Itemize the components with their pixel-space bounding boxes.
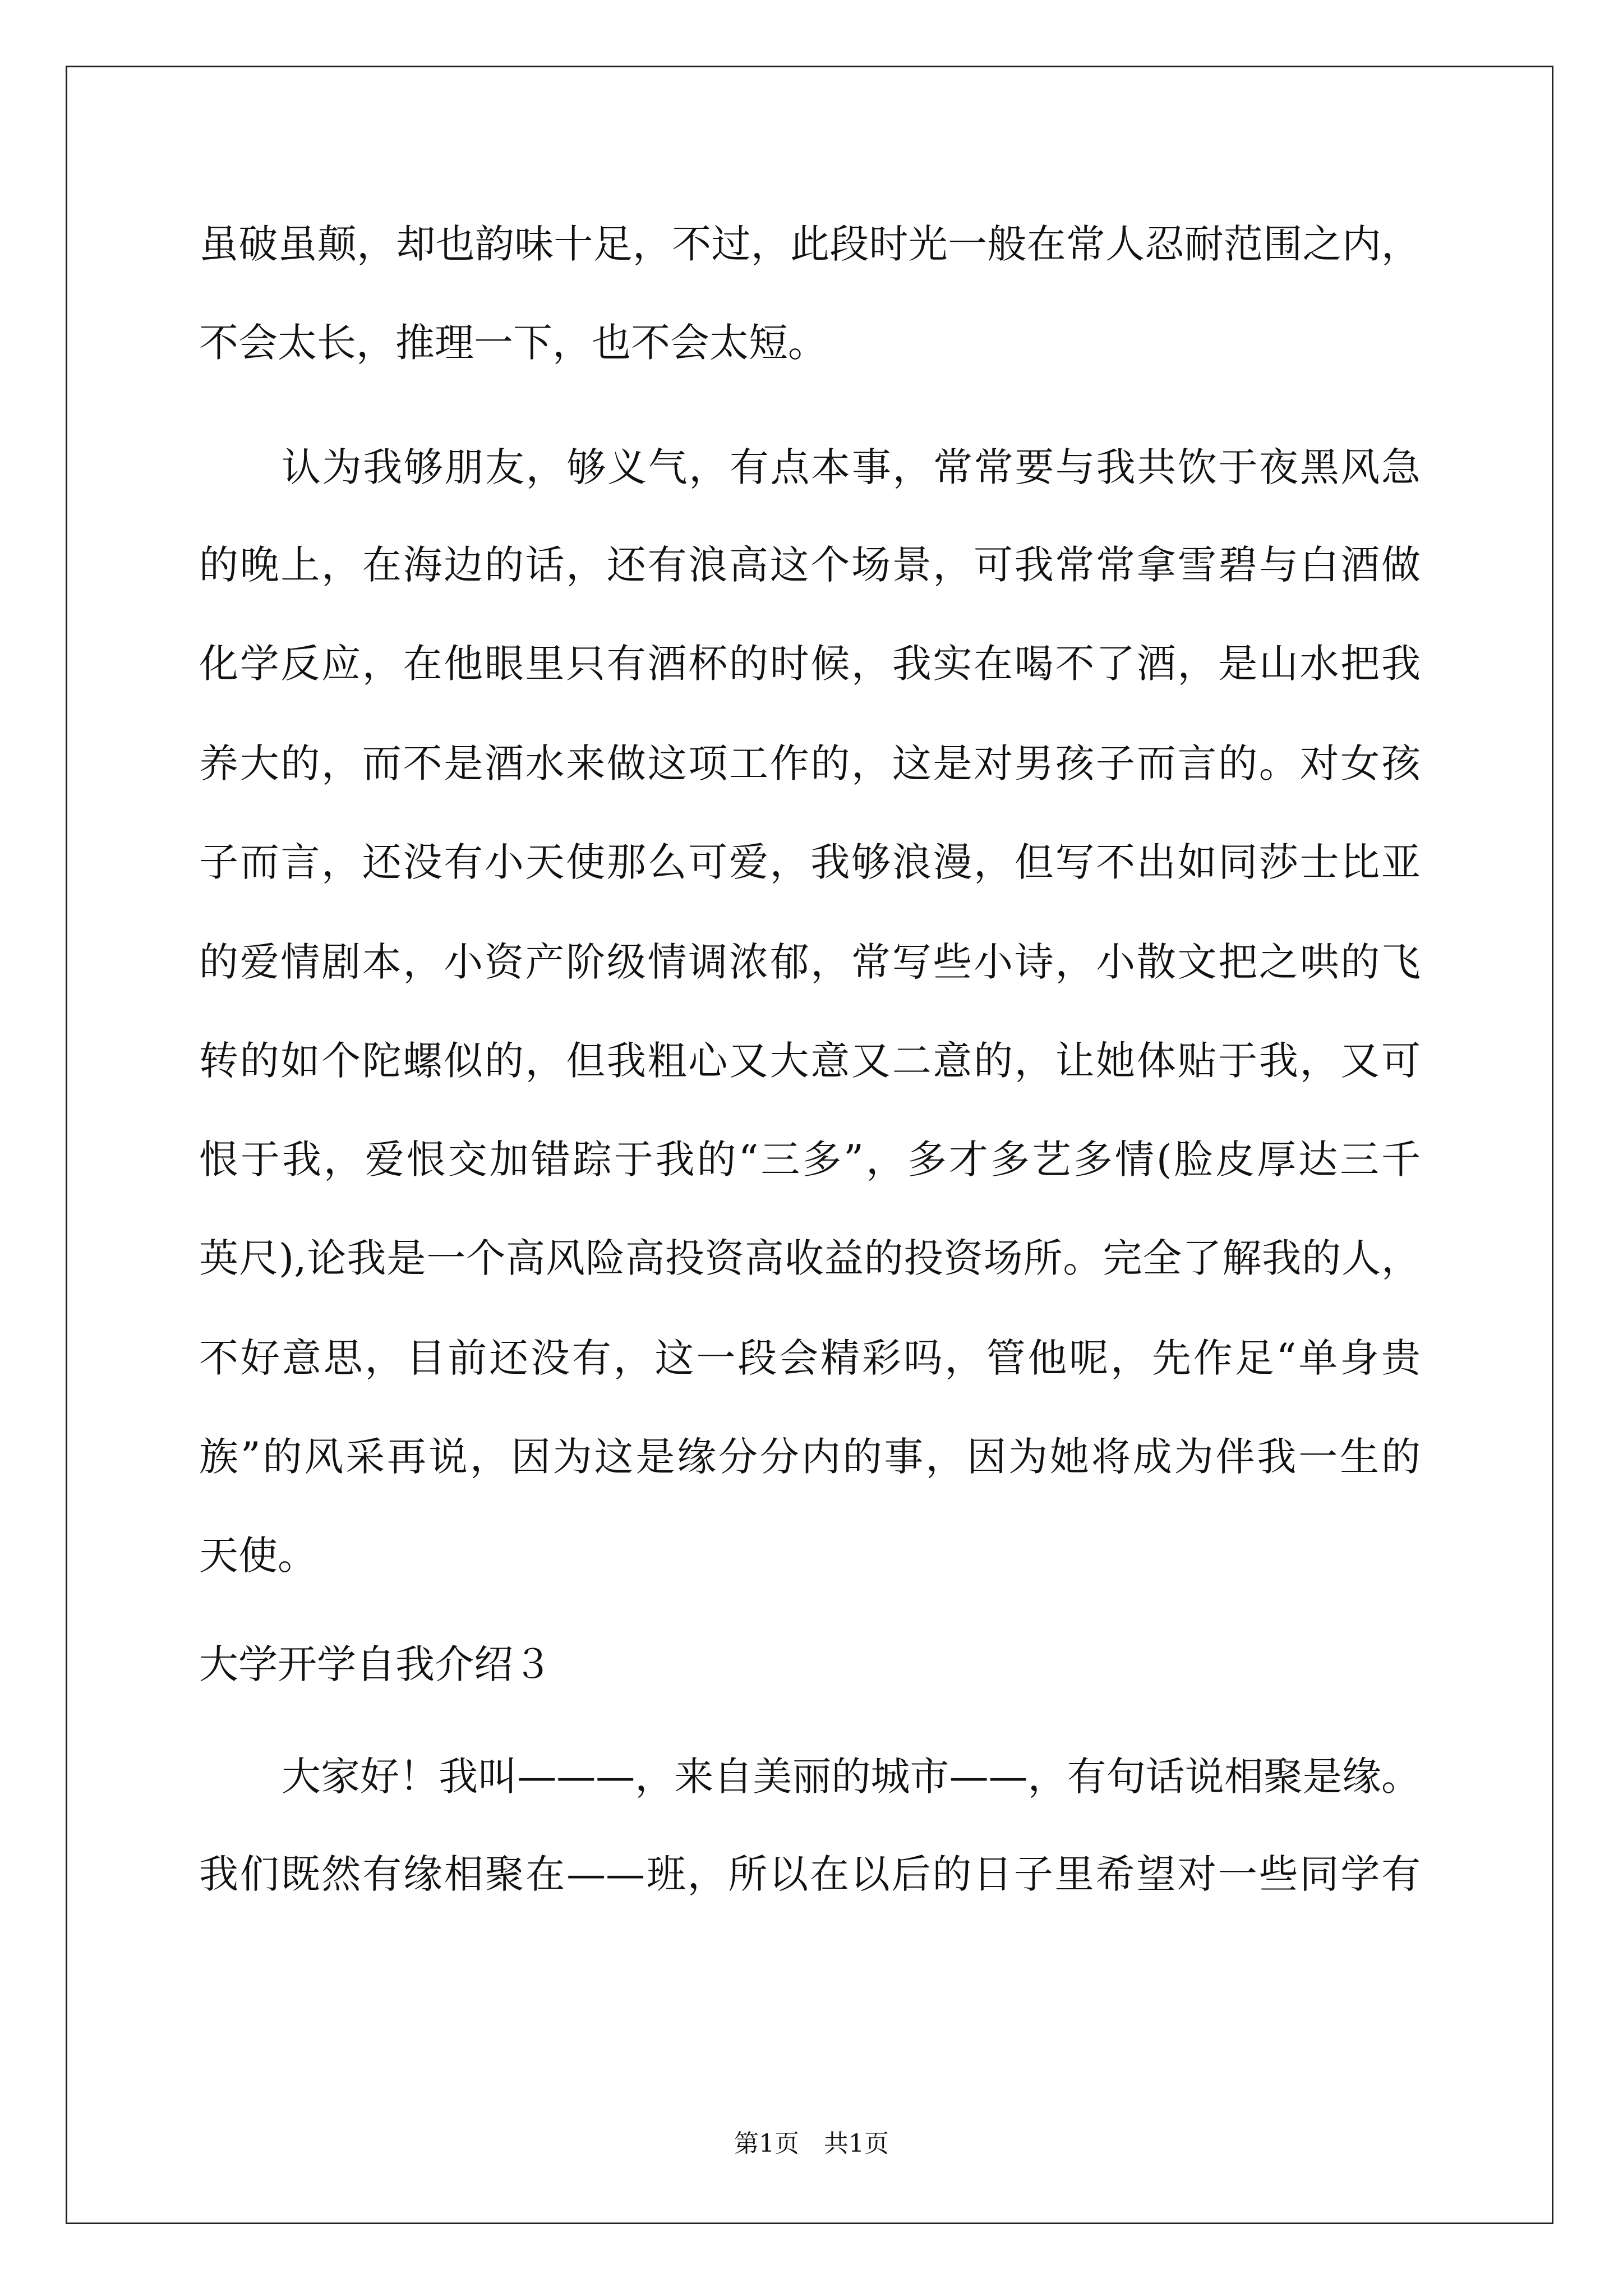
text-line: 大家好！我叫———，来自美丽的城市——，有句话说相聚是缘。 — [282, 1754, 1421, 1800]
text-line: 不会太长，推理一下，也不会太短。 — [199, 320, 827, 366]
text-line: 化学反应，在他眼里只有酒杯的时候，我实在喝不了酒，是山水把我 — [199, 641, 1421, 687]
text-line: 族”的风采再说，因为这是缘分分内的事，因为她将成为伴我一生的 — [199, 1434, 1421, 1480]
text-line: 养大的，而不是酒水来做这项工作的，这是对男孩子而言的。对女孩 — [199, 740, 1421, 786]
text-line: 转的如个陀螺似的，但我粗心又大意又二意的，让她体贴于我，又可 — [199, 1038, 1421, 1084]
text-line: 我们既然有缘相聚在——班，所以在以后的日子里希望对一些同学有 — [199, 1851, 1421, 1897]
text-line: 子而言，还没有小天使那么可爱，我够浪漫，但写不出如同莎士比亚 — [199, 839, 1421, 885]
text-line: 认为我够朋友，够义气，有点本事，常常要与我共饮于夜黑风急 — [282, 444, 1421, 490]
page-number-footer: 第1页 共1页 — [734, 2129, 889, 2158]
text-line: 的爱情剧本，小资产阶级情调浓郁，常写些小诗，小散文把之哄的飞 — [199, 939, 1421, 985]
text-line: 恨于我，爱恨交加错踪于我的“三多”，多才多艺多情(脸皮厚达三千 — [199, 1137, 1421, 1182]
text-line: 天使。 — [199, 1533, 317, 1579]
text-line: 虽破虽颠，却也韵味十足，不过，此段时光一般在常人忍耐范围之内， — [199, 221, 1421, 267]
section-heading: 大学开学自我介绍３ — [199, 1641, 552, 1687]
text-line: 英尺),论我是一个高风险高投资高收益的投资场所。完全了解我的人， — [199, 1235, 1421, 1281]
text-line: 不好意思，目前还没有，这一段会精彩吗，管他呢，先作足“单身贵 — [199, 1335, 1421, 1381]
text-line: 的晚上，在海边的话，还有浪高这个场景，可我常常拿雪碧与白酒做 — [199, 542, 1421, 588]
